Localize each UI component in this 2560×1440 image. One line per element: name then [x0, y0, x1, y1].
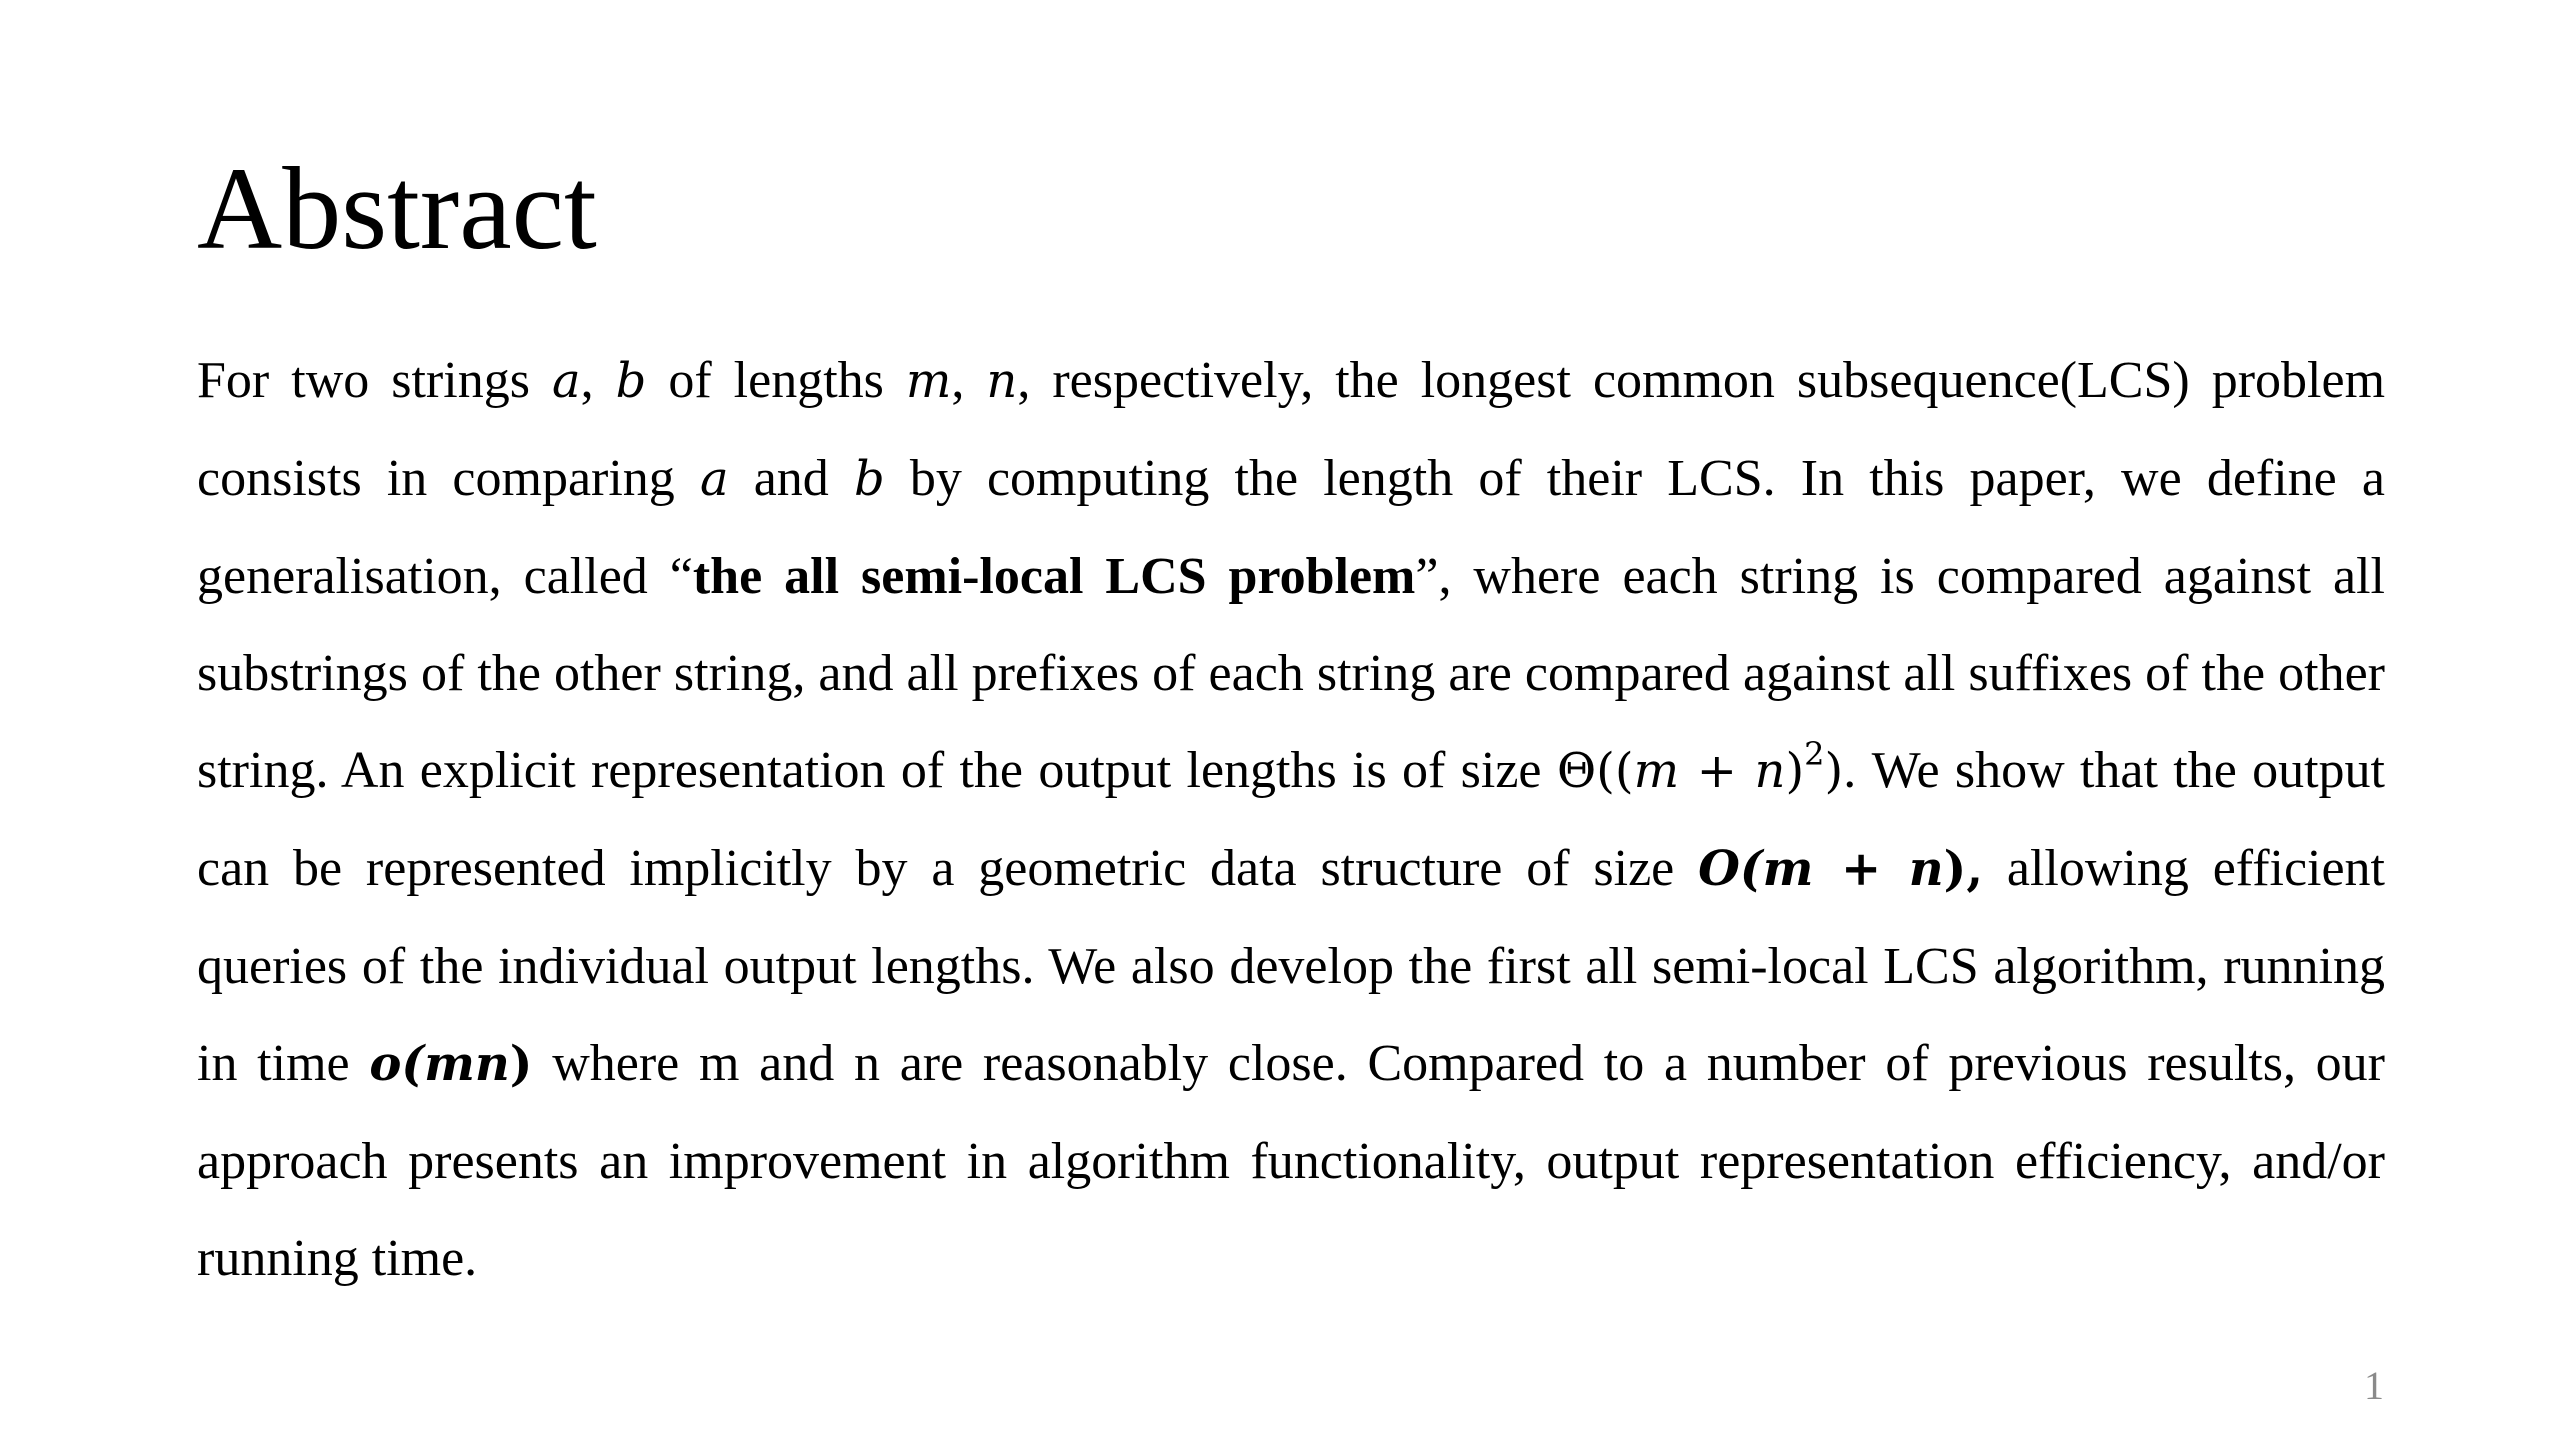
- bold-term: the all semi-local LCS problem: [692, 548, 1416, 605]
- big-o-close: ),: [1943, 841, 1984, 897]
- body-text: ,: [951, 352, 987, 409]
- body-text: For two strings: [197, 352, 552, 409]
- math-var-n: n: [986, 353, 1018, 409]
- body-text: ,: [580, 352, 616, 409]
- page-number: 1: [2364, 1363, 2384, 1408]
- abstract-paragraph: [197, 332, 2385, 1307]
- small-o-expression: mn: [424, 1036, 510, 1092]
- theta-open: Θ((: [1556, 743, 1634, 799]
- small-o-open: o(: [369, 1036, 425, 1092]
- big-o-open: O(: [1698, 841, 1763, 897]
- body-text: . We show that the output can be represented implicitly by a geometric data structure of size: [197, 742, 2386, 897]
- theta-close: ): [1785, 743, 1805, 799]
- big-o-expression: m + n: [1762, 841, 1944, 897]
- body-text: allowing efficient queries of the individual output lengths. We also develop the first all semi-local LCS algorithm, running in time: [197, 840, 2386, 1092]
- math-var-b: b: [615, 353, 647, 409]
- body-text: by computing the length of their LCS. In this paper, we define a generalisation, called “: [197, 450, 2385, 605]
- small-o-close: ): [509, 1036, 533, 1092]
- math-var-b: b: [853, 451, 885, 507]
- slide-title: Abstract: [197, 143, 597, 274]
- body-text: and: [728, 450, 854, 507]
- math-var-m: m: [905, 353, 952, 409]
- body-text: where m and n are reasonably close. Compared to a number of previous results, our approach presents an improvement in algorithm functionality, output representation efficiency, and/or running time.: [197, 1035, 2386, 1287]
- body-text: ”, where each string is compared against all substrings of the other string, and all prefixes of each string are compared against all suffixes of the other string. An explicit representation of the output lengths is of size: [197, 548, 2385, 799]
- body-text: of lengths: [646, 352, 906, 409]
- math-var-a: a: [699, 451, 729, 507]
- body-text: , respectively, the longest common subsequence(LCS) problem consists in comparing: [197, 352, 2386, 507]
- math-var-a: a: [551, 353, 581, 409]
- theta-end: ): [1824, 743, 1844, 799]
- theta-exponent: 2: [1804, 735, 1825, 773]
- theta-expression: m + n: [1633, 743, 1786, 799]
